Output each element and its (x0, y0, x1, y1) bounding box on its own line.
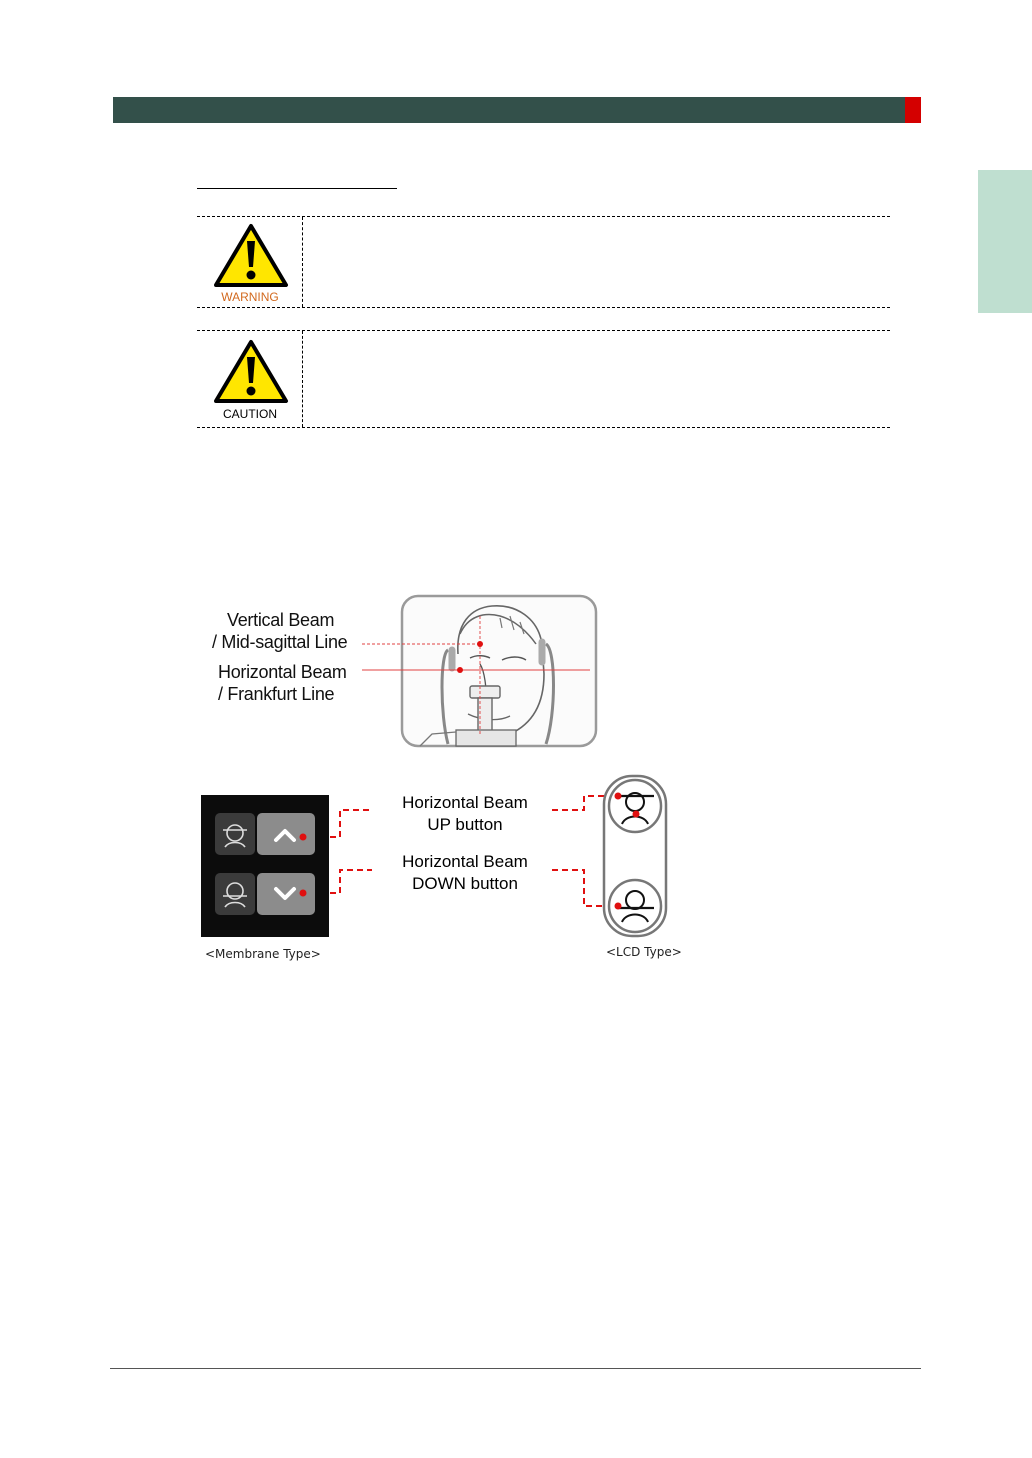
membrane-type-caption: <Membrane Type> (205, 947, 321, 961)
down-button-label-line2: DOWN button (412, 874, 518, 893)
caution-triangle-icon (213, 339, 289, 405)
header-bar (113, 97, 907, 123)
horizontal-beam-label: Horizontal Beam (218, 662, 347, 682)
up-button-label-line2: UP button (427, 815, 503, 834)
lcd-type-panel (598, 772, 670, 940)
up-button-label-line1: Horizontal Beam (402, 793, 528, 812)
section-heading-underline (197, 188, 397, 189)
patient-positioning-illustration (360, 594, 600, 750)
caution-icon-cell (197, 331, 303, 427)
down-button-label-line1: Horizontal Beam (402, 852, 528, 871)
vertical-beam-label: Vertical Beam (227, 610, 335, 630)
chapter-side-tab (978, 170, 1032, 313)
warning-label: WARNING (221, 290, 279, 304)
footer-rule (110, 1368, 921, 1369)
frankfurt-line-label: / Frankfurt Line (218, 684, 335, 704)
warning-notice (197, 216, 890, 308)
mid-sagittal-line-label: / Mid-sagittal Line (212, 632, 348, 652)
lcd-type-caption: <LCD Type> (606, 945, 682, 959)
caution-label: CAUTION (223, 407, 277, 421)
header-accent (905, 97, 921, 123)
warning-triangle-icon (213, 223, 289, 289)
warning-icon-cell (197, 217, 303, 307)
caution-notice (197, 330, 890, 428)
